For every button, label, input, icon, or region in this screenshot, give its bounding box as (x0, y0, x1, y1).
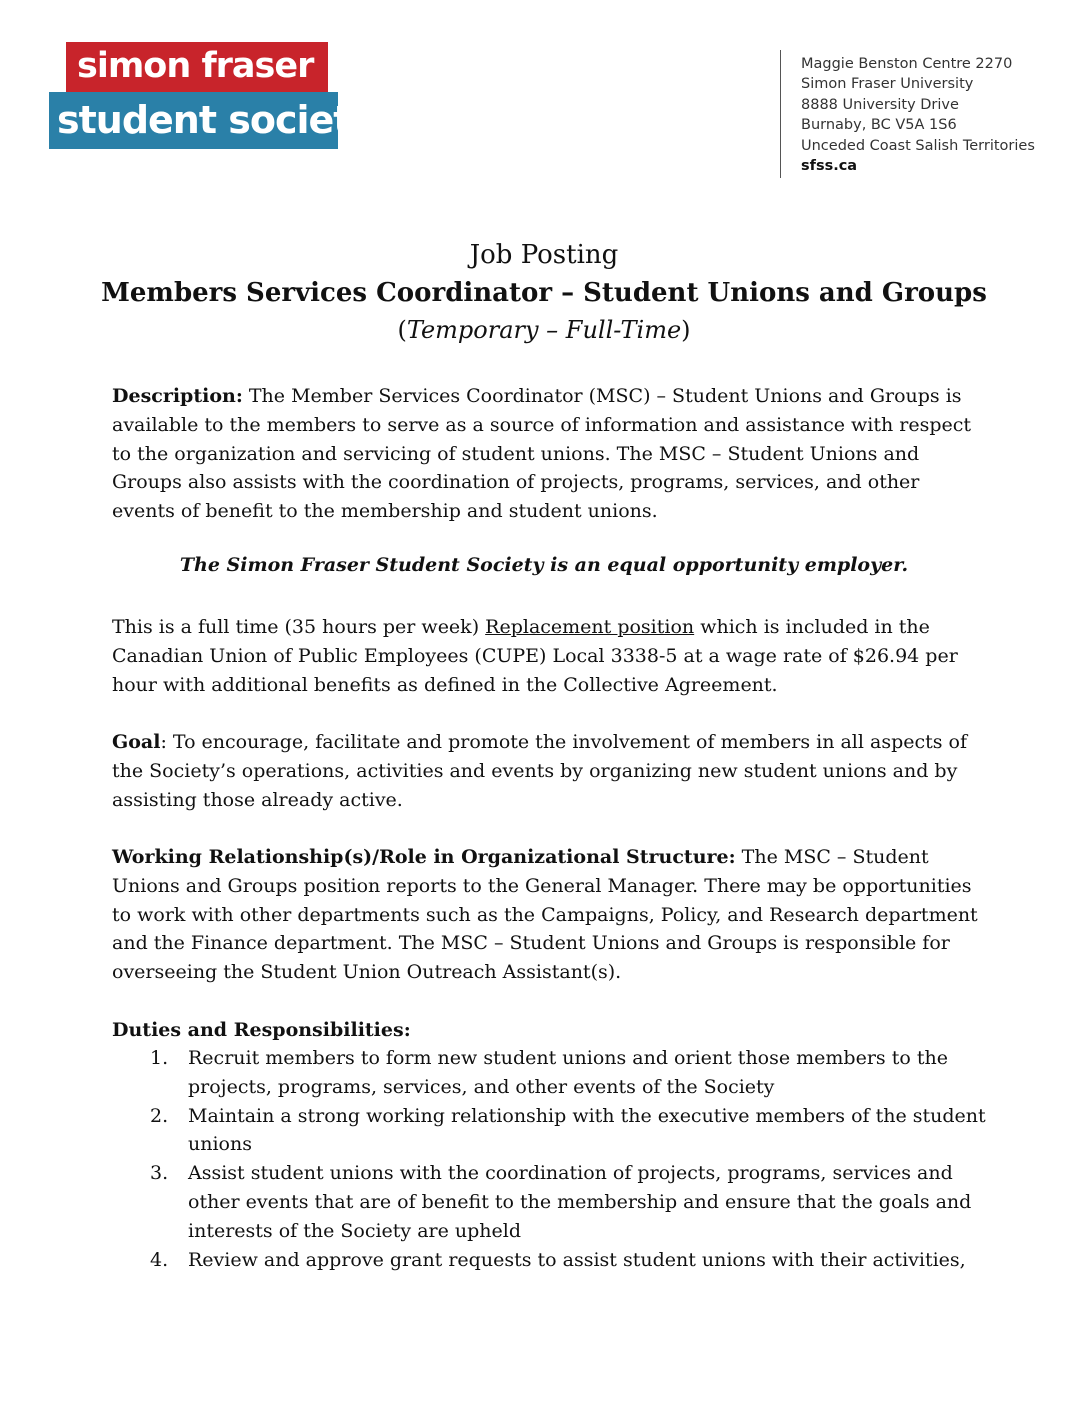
subtitle-close: ) (681, 316, 691, 344)
goal-label: Goal (112, 731, 161, 753)
address-block (801, 54, 1035, 176)
website-link[interactable]: sfss.ca (801, 158, 858, 175)
position-post: which is included in the Canadian Union of Public Employees (CUPE) Local 3338-5 at a wage rate of $26.94 per hour with additional benefits as defined in the Collective Agreement. (112, 616, 958, 696)
sfss-logo (49, 42, 375, 150)
position-pre: This is a full time (35 hours per week) (112, 616, 486, 638)
list-item (112, 1246, 988, 1275)
list-item-number: 1. (150, 1047, 169, 1069)
address-line: Unceded Coast Salish Territories (801, 137, 1035, 154)
doc-type: Job Posting (469, 240, 619, 270)
address-line: Maggie Benston Centre 2270 (801, 56, 1013, 72)
logo-red-band (66, 42, 328, 92)
list-item-text: Review and approve grant requests to assist student unions with their activities, (188, 1248, 966, 1271)
logo-line-2: student society (57, 98, 375, 142)
logo-line-1: simon fraser (77, 46, 314, 86)
goal-paragraph (112, 728, 988, 814)
working-relationship-text: The MSC – Student Unions and Groups position reports to the General Manager. There may be opportunities to work with other departments such as the Campaigns, Policy, and Research department and the Finance department. The MSC – Student Unions and Groups is responsible for overseeing the Student Union Outreach Assistant(s). (112, 846, 978, 984)
description-paragraph (112, 382, 988, 526)
equal-opportunity-statement: The Simon Fraser Student Society is an equal opportunity employer. (179, 554, 909, 576)
address-line: 8888 University Drive (801, 96, 959, 113)
working-relationship-label: Working Relationship(s)/Role in Organizational Structure: (112, 846, 736, 868)
page-title: Members Services Coordinator – Student Unions and Groups (101, 278, 987, 308)
working-relationship-paragraph (112, 843, 988, 987)
list-item-number: 3. (150, 1162, 169, 1185)
list-item (112, 1044, 988, 1102)
list-item-text: Recruit members to form new student unions and orient those members to the projects, programs, services, and other events of the Society (188, 1047, 948, 1098)
list-item-number: 2. (150, 1104, 169, 1127)
header-divider (780, 50, 781, 178)
replacement-position-link[interactable]: Replacement position (485, 616, 695, 638)
list-item-text: Maintain a strong working relationship with the executive members of the student unions (188, 1104, 986, 1156)
page-subtitle (0, 316, 1088, 344)
list-item-number: 4. (150, 1248, 169, 1271)
goal-text: : To encourage, facilitate and promote the involvement of members in all aspects of the Society’s operations, activities and events by organizing new student unions and by assisting those already active. (112, 731, 968, 811)
duties-list (112, 1044, 988, 1274)
description-text: The Member Services Coordinator (MSC) – Student Unions and Groups is available to the members to serve as a source of information and assistance with respect to the organization and servicing of student unions. The MSC – Student Unions and Groups also assists with the coordination of projects, programs, services, and other events of benefit to the membership and student unions. (112, 385, 972, 523)
address-line: Burnaby, BC V5A 1S6 (801, 117, 957, 134)
description-label: Description: (112, 385, 243, 407)
position-paragraph (112, 613, 988, 699)
list-item (112, 1159, 988, 1245)
list-item (112, 1102, 988, 1160)
logo-blue-band (49, 92, 375, 149)
subtitle-text: Temporary – Full-Time (406, 316, 682, 344)
list-item-text: Assist student unions with the coordination of projects, programs, services and other events that are of benefit to the membership and ensure that the goals and interests of the Society are upheld (188, 1162, 972, 1242)
duties-heading: Duties and Responsibilities: (112, 1019, 411, 1041)
address-line: Simon Fraser University (801, 76, 974, 93)
subtitle-open: ( (397, 316, 407, 344)
